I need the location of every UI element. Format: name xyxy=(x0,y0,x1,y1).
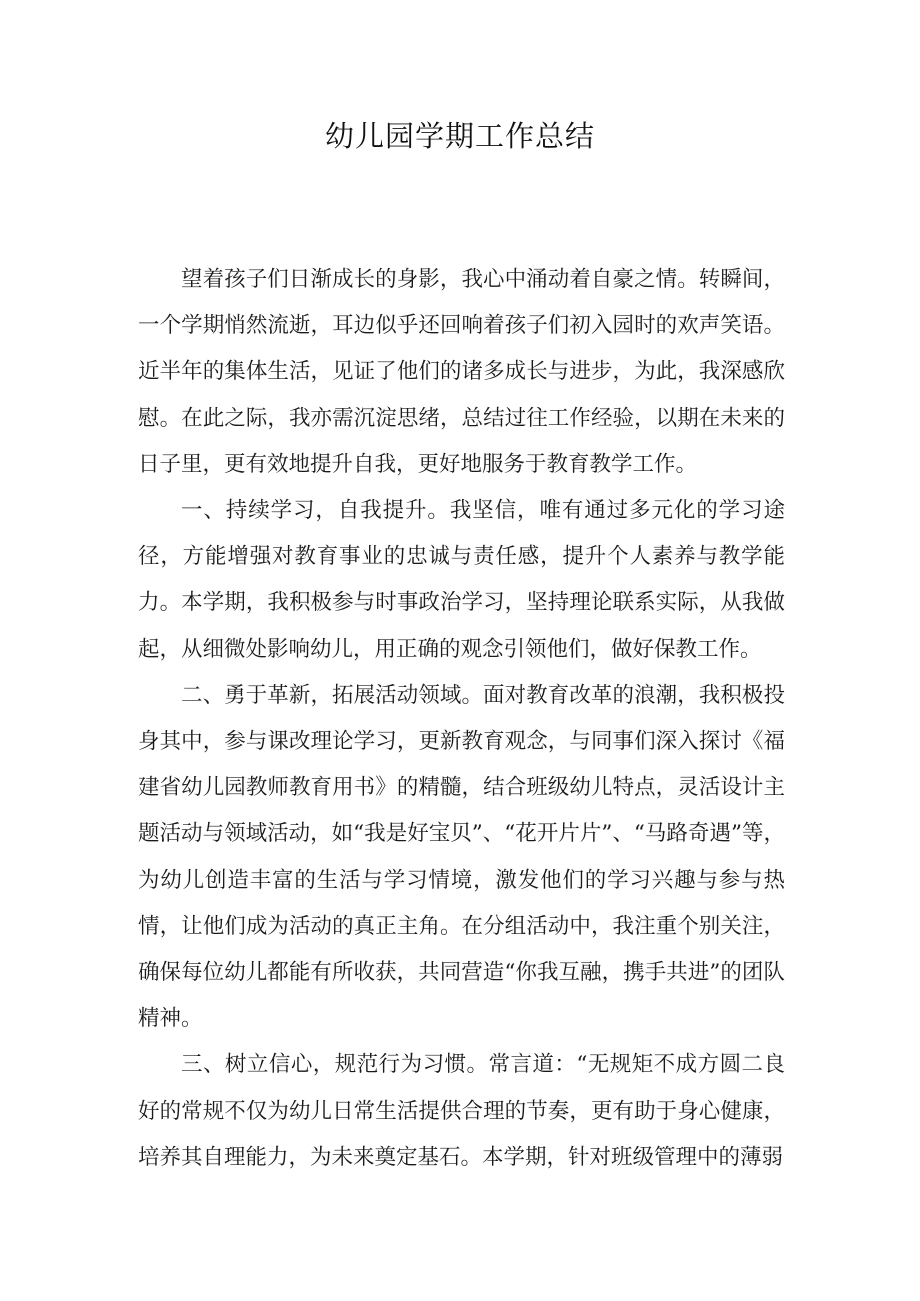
document-title: 幼儿园学期工作总结 xyxy=(324,119,595,153)
paragraph-section-2: 二、勇于革新，拓展活动领域。面对教育改革的浪潮，我积极投身其中，参与课改理论学习，更新教育观念，与同事们深入探讨《福建省幼儿园教师教育用书》的精髓，结合班级幼儿特点，灵活设计主题活动与领域活动，如“我是好宝贝”、“花开片片”、“马路奇遇”等，为幼儿创造丰富的生活与学习情境，激发他们的学习兴趣与参与热情，让他们成为活动的真正主角。在分组活动中，我注重个别关注，确保每位幼儿都能有所收获，共同营造“你我互融，携手共进”的团队精神。 xyxy=(138,682,785,1032)
paragraph-intro: 望着孩子们日渐成长的身影，我心中涌动着自豪之情。转瞬间，一个学期悄然流逝，耳边似乎还回响着孩子们初入园时的欢声笑语。近半年的集体生活，见证了他们的诸多成长与进步，为此，我深感欣慰。在此之际，我亦需沉淀思绪，总结过往工作经验，以期在未来的日子里，更有效地提升自我，更好地服务于教育教学工作。 xyxy=(138,267,785,477)
paragraph-section-3: 三、树立信心，规范行为习惯。常言道：“无规矩不成方圆二良好的常规不仅为幼儿日常生活提供合理的节奏，更有助于身心健康，培养其自理能力，为未来奠定基石。本学期，针对班级管理中的薄弱 xyxy=(138,1052,785,1170)
document-body xyxy=(138,257,785,1181)
paragraph-section-1: 一、持续学习，自我提升。我坚信，唯有通过多元化的学习途径，方能增强对教育事业的忠诚与责任感，提升个人素养与教学能力。本学期，我积极参与时事政治学习，坚持理论联系实际，从我做起，从细微处影响幼儿，用正确的观念引领他们，做好保教工作。 xyxy=(138,498,785,662)
